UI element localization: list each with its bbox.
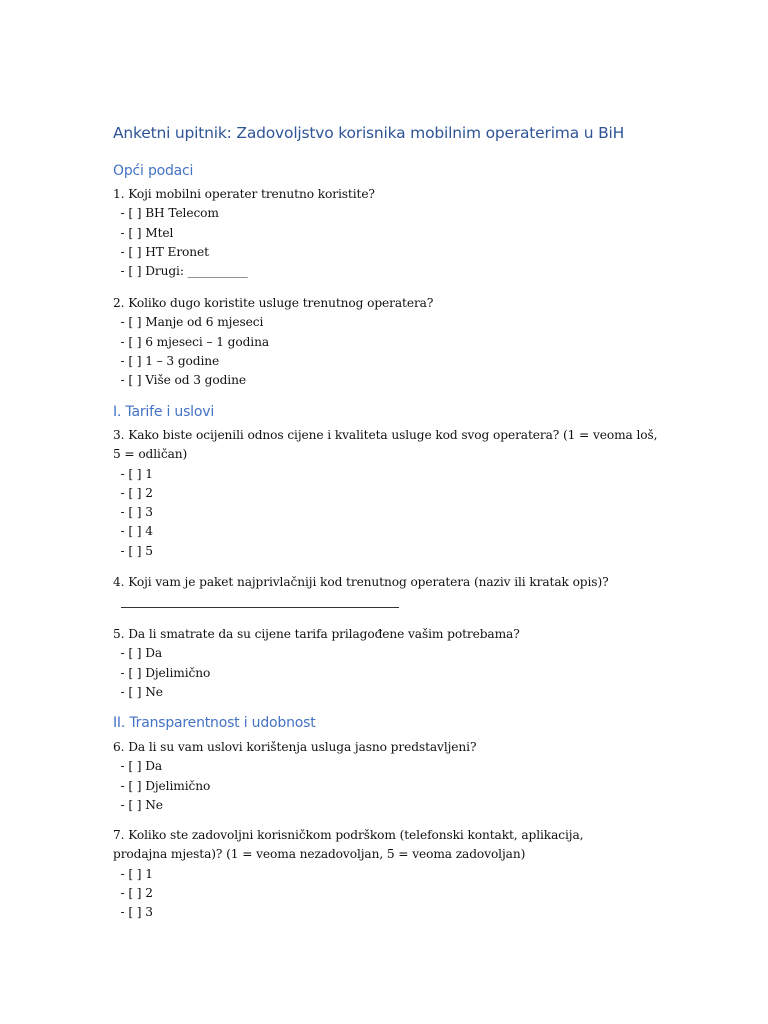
option-rating-1[interactable]: - [ ] 1 — [113, 466, 153, 481]
option-rating-4[interactable]: - [ ] 4 — [113, 524, 153, 539]
option-rating-2[interactable]: - [ ] 2 — [113, 485, 153, 500]
option-bh-telecom[interactable]: - [ ] BH Telecom — [113, 206, 219, 221]
option-6-months-1-year[interactable]: - [ ] 6 mjeseci – 1 godina — [113, 334, 269, 349]
question-4 — [113, 573, 658, 592]
option-rating-3[interactable]: - [ ] 3 — [113, 505, 153, 520]
option-other[interactable]: - [ ] Drugi: __________ — [113, 264, 248, 279]
option-rating-5[interactable]: - [ ] 5 — [113, 543, 153, 558]
section-heading-tariffs: I. Tarife i uslovi — [113, 404, 215, 420]
question-6-text: 6. Da li su vam uslovi korištenja usluga jasno predstavljeni? — [113, 740, 477, 754]
option-partially[interactable]: - [ ] Djelimično — [113, 778, 211, 793]
option-no[interactable]: - [ ] Ne — [113, 684, 163, 699]
option-mtel[interactable]: - [ ] Mtel — [113, 225, 174, 240]
question-3-text: 3. Kako biste ocijenili odnos cijene i kvaliteta usluge kod svog operatera? (1 = veoma loš, 5 = odličan) — [113, 428, 658, 462]
option-less-6-months[interactable]: - [ ] Manje od 6 mjeseci — [113, 315, 264, 330]
question-7-text: 7. Koliko ste zadovoljni korisničkom podrškom (telefonski kontakt, aplikacija, prodajna mjesta)? (1 = veoma nezadovoljan, 5 = veoma zadovoljan) — [113, 828, 584, 862]
option-1-3-years[interactable]: - [ ] 1 – 3 godine — [113, 353, 220, 368]
option-ht-eronet[interactable]: - [ ] HT Eronet — [113, 244, 209, 259]
option-more-3-years[interactable]: - [ ] Više od 3 godine — [113, 373, 246, 388]
option-rating-2[interactable]: - [ ] 2 — [113, 885, 153, 900]
document-title: Anketni upitnik: Zadovoljstvo korisnika mobilnim operaterima u BiH — [113, 124, 625, 142]
option-rating-3[interactable]: - [ ] 3 — [113, 905, 153, 920]
question-6 — [113, 738, 658, 815]
question-1-text: 1. Koji mobilni operater trenutno koristite? — [113, 187, 375, 201]
option-rating-1[interactable]: - [ ] 1 — [113, 866, 153, 881]
option-yes[interactable]: - [ ] Da — [113, 646, 163, 661]
option-no[interactable]: - [ ] Ne — [113, 797, 163, 812]
question-3 — [113, 426, 658, 561]
section-heading-general: Opći podaci — [113, 163, 194, 179]
question-2 — [113, 294, 658, 390]
question-4-text: 4. Koji vam je paket najprivlačniji kod trenutnog operatera (naziv ili kratak opis)? — [113, 575, 609, 589]
question-2-text: 2. Koliko dugo koristite usluge trenutnog operatera? — [113, 296, 434, 310]
section-heading-transparency: II. Transparentnost i udobnost — [113, 715, 316, 731]
question-5-text: 5. Da li smatrate da su cijene tarifa prilagođene vašim potrebama? — [113, 627, 520, 641]
answer-line[interactable] — [121, 607, 399, 608]
document-page — [113, 0, 673, 1024]
option-partially[interactable]: - [ ] Djelimično — [113, 665, 211, 680]
question-1 — [113, 185, 658, 281]
question-5 — [113, 625, 658, 702]
option-yes[interactable]: - [ ] Da — [113, 759, 163, 774]
question-7 — [113, 826, 633, 922]
